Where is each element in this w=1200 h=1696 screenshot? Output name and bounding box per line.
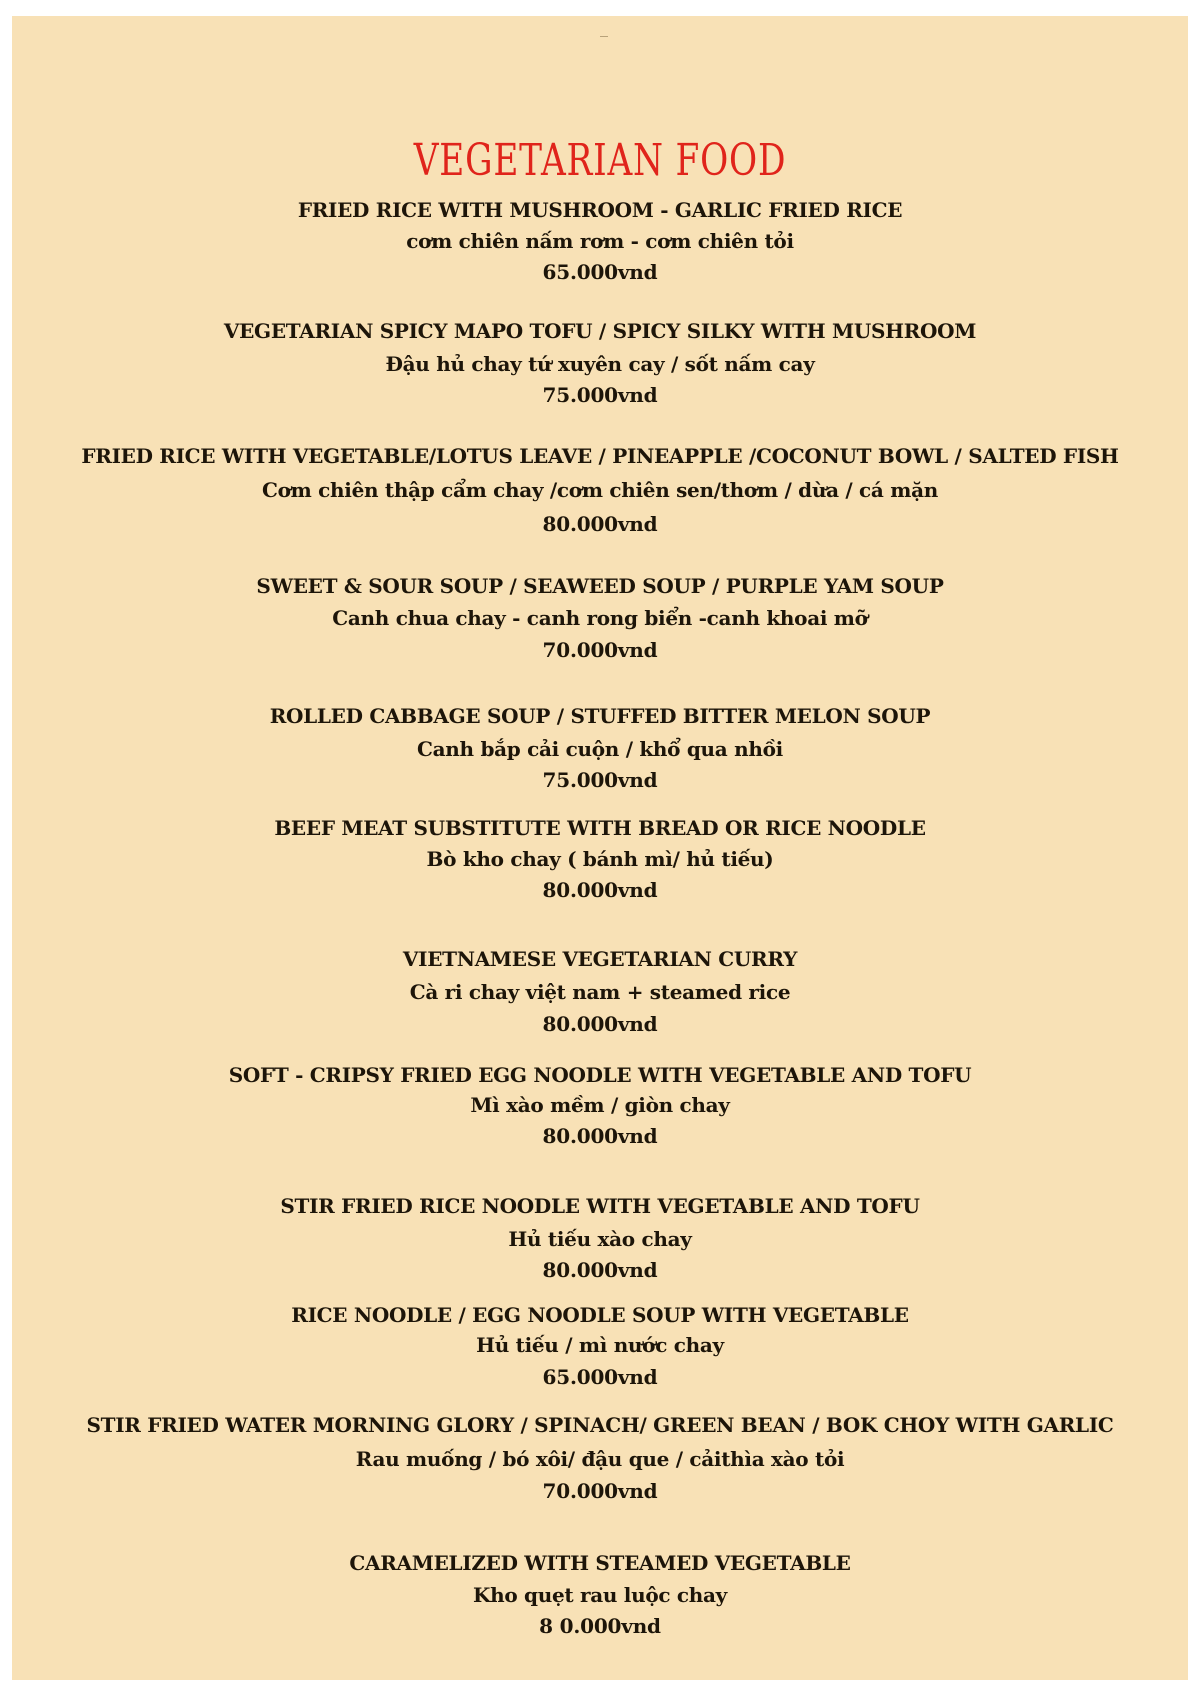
dish-vietnamese-name: Canh chua chay - canh rong biển -canh khoai mỡ [332, 606, 868, 630]
page-mark [600, 36, 608, 37]
dish-vietnamese-name: Mì xào mềm / giòn chay [470, 1093, 730, 1117]
menu-item [12, 1300, 1188, 1394]
dish-vietnamese-name: Rau muống / bó xôi/ đậu que / cảithìa xào tỏi [355, 1447, 845, 1471]
menu-page [12, 16, 1188, 1680]
dish-vietnamese-name: Hủ tiếu / mì nước chay [476, 1333, 724, 1357]
menu-item [12, 1189, 1188, 1285]
dish-price: 75.000vnd [542, 768, 658, 792]
menu-title: VEGETARIAN FOOD [413, 135, 787, 186]
dish-name: RICE NOODLE / EGG NOODLE SOUP WITH VEGETABLE [291, 1303, 909, 1327]
dish-vietnamese-name: Đậu hủ chay tứ xuyên cay / sốt nấm cay [385, 352, 815, 376]
dish-name: VIETNAMESE VEGETARIAN CURRY [402, 947, 798, 971]
dish-price: 75.000vnd [542, 383, 658, 407]
dish-vietnamese-name: Cà ri chay việt nam + steamed rice [409, 980, 791, 1004]
dish-name: FRIED RICE WITH VEGETABLE/LOTUS LEAVE / PINEAPPLE /COCONUT BOWL / SALTED FISH [81, 444, 1119, 468]
dish-name: STIR FRIED WATER MORNING GLORY / SPINACH/ GREEN BEAN / BOK CHOY WITH GARLIC [86, 1413, 1114, 1437]
dish-vietnamese-name: Cơm chiên thập cẩm chay /cơm chiên sen/thơm / dừa / cá mặn [261, 478, 939, 502]
dish-vietnamese-name: Kho quẹt rau luộc chay [473, 1583, 727, 1607]
menu-item [12, 1408, 1188, 1506]
dish-name: SWEET & SOUR SOUP / SEAWEED SOUP / PURPLE YAM SOUP [256, 574, 944, 598]
dish-vietnamese-name: Canh bắp cải cuộn / khổ qua nhồi [417, 737, 783, 761]
dish-vietnamese-name: Hủ tiếu xào chay [508, 1227, 692, 1251]
dish-price: 8 0.000vnd [539, 1614, 661, 1638]
dish-name: FRIED RICE WITH MUSHROOM - GARLIC FRIED RICE [297, 198, 903, 222]
menu-item [12, 569, 1188, 666]
dish-name: STIR FRIED RICE NOODLE WITH VEGETABLE AND TOFU [280, 1194, 920, 1218]
menu-item [12, 194, 1188, 288]
dish-price: 80.000vnd [542, 1012, 658, 1036]
menu-item [12, 812, 1188, 906]
menu-item [12, 1547, 1188, 1641]
dish-price: 80.000vnd [542, 1258, 658, 1282]
dish-price: 65.000vnd [542, 260, 658, 284]
dish-name: SOFT - CRIPSY FRIED EGG NOODLE WITH VEGETABLE AND TOFU [228, 1063, 972, 1087]
dish-name: CARAMELIZED WITH STEAMED VEGETABLE [349, 1551, 851, 1575]
dish-name: VEGETARIAN SPICY MAPO TOFU / SPICY SILKY WITH MUSHROOM [223, 319, 977, 343]
menu-item [12, 1060, 1188, 1153]
dish-name: BEEF MEAT SUBSTITUTE WITH BREAD OR RICE NOODLE [274, 816, 926, 840]
dish-price: 65.000vnd [542, 1365, 658, 1389]
menu-item [12, 699, 1188, 795]
dish-price: 80.000vnd [542, 512, 658, 536]
menu-item [12, 314, 1188, 410]
dish-name: ROLLED CABBAGE SOUP / STUFFED BITTER MELON SOUP [269, 704, 931, 728]
dish-price: 70.000vnd [542, 1479, 658, 1503]
menu-item [12, 942, 1188, 1040]
dish-vietnamese-name: Bò kho chay ( bánh mì/ hủ tiếu) [426, 847, 774, 871]
dish-price: 70.000vnd [542, 638, 658, 662]
dish-price: 80.000vnd [542, 1124, 658, 1148]
dish-price: 80.000vnd [542, 878, 658, 902]
dish-vietnamese-name: cơm chiên nấm rơm - cơm chiên tỏi [406, 229, 794, 253]
menu-item [12, 439, 1188, 541]
